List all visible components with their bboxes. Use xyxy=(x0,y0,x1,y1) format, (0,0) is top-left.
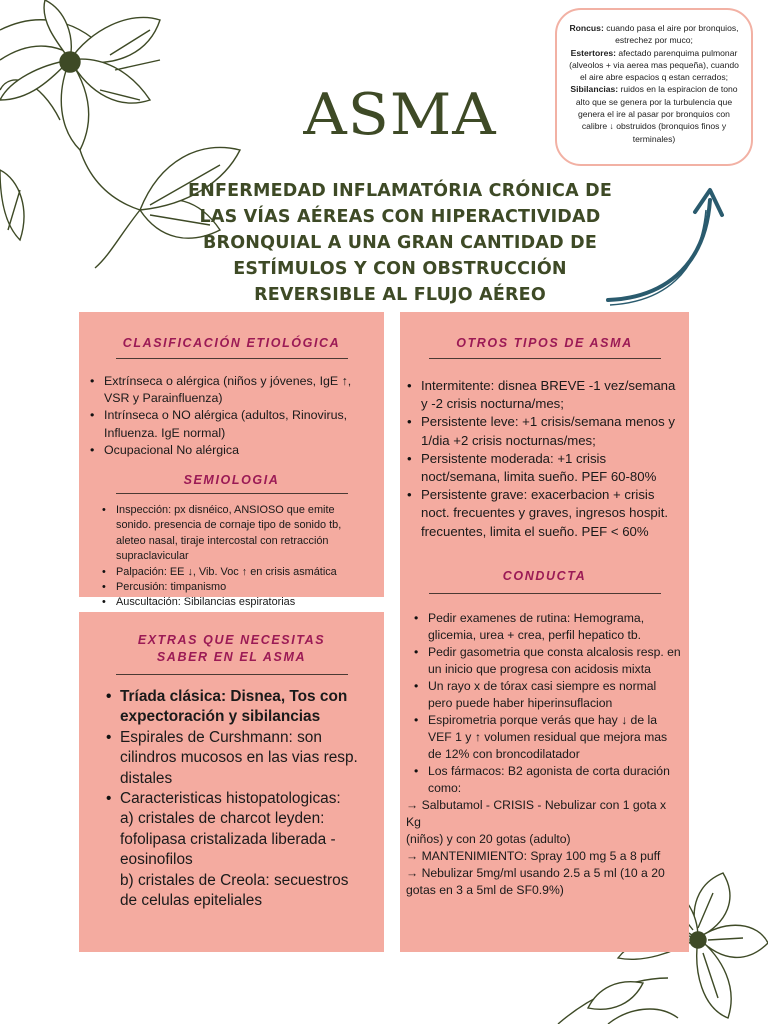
conducta-heading: CONDUCTA xyxy=(502,568,587,583)
list-item: • Persistente leve: +1 crisis/semana menos y 1/dia +2 crisis nocturnas/mes; xyxy=(421,413,677,449)
list-item xyxy=(120,789,368,911)
definition-line: ESTÍMULOS Y CON OBSTRUCCIÓN xyxy=(233,259,567,279)
curved-arrow-icon xyxy=(600,180,730,310)
divider xyxy=(116,493,348,494)
list-item: • Tríada clásica: Disnea, Tos con expectoración y sibilancias xyxy=(120,687,368,728)
farmacos-line: → Salbutamol - CRISIS - Nebulizar con 1 gota x Kg xyxy=(406,797,667,829)
divider xyxy=(116,674,348,675)
otros-list xyxy=(421,377,677,541)
extras-list xyxy=(120,687,368,911)
divider xyxy=(429,358,661,359)
list-item: • Inspección: px disnéico, ANSIOSO que emite sonido. presencia de cornaje tipo de sonido tb, aleteo nasal, tiraje intercostal con retracción supraclavicular xyxy=(116,503,372,565)
list-item: • Persistente grave: exacerbacion + crisis noct. frecuentes y graves, ingresos hospit. frecuentes, limita el sueño. PEF < 60% xyxy=(421,486,677,541)
extras-heading xyxy=(79,632,384,666)
farmacos-line: → Nebulizar 5mg/ml usando 2.5 a 5 ml (10 a 20 gotas en 3 a 5ml de SF0.9%) xyxy=(406,865,665,897)
divider xyxy=(116,358,348,359)
roncus-text: cuando pasa el aire por bronquios, estrechez por muco; xyxy=(603,23,739,46)
list-item: • Pedir gasometria que consta alcalosis resp. en un inicio que progresa con acidosis mixta xyxy=(428,644,681,678)
conducta-list xyxy=(428,610,681,797)
list-item: • Intrínseca o NO alérgica (adultos, Rinovirus, Influenza. IgE normal) xyxy=(104,407,374,441)
list-item: • Espirometria porque verás que hay ↓ de la VEF 1 y ↑ volumen residual que mejora mas de 12% con broncodilatador xyxy=(428,712,681,763)
roncus-label: Roncus: xyxy=(569,23,604,33)
definition-line: LAS VÍAS AÉREAS CON HIPERACTIVIDAD xyxy=(199,207,601,227)
definition-line: REVERSIBLE AL FLUJO AÉREO xyxy=(254,285,546,305)
semiologia-list xyxy=(116,503,372,611)
semiologia-heading: SEMIOLOGIA xyxy=(183,473,280,488)
list-item: • Auscultación: Sibilancias espiratorias xyxy=(116,595,372,610)
list-item-text: b) cristales de Creola: secuestros de celulas epiteliales xyxy=(120,871,349,910)
list-item: • Un rayo x de tórax casi siempre es normal pero puede haber hiperinsuflacion xyxy=(428,678,681,712)
clasificacion-list xyxy=(104,373,374,459)
divider xyxy=(429,593,661,594)
otros-card xyxy=(400,312,689,952)
estertores-text: afectado parenquima pulmonar (alveolos + via aerea mas pequeña), cuando el aire abre espacios q estan cerrados; xyxy=(569,47,739,83)
list-item: • Espirales de Curshmann: son cilindros mucosos en las vias resp. distales xyxy=(120,728,368,789)
farmacos-details xyxy=(406,797,683,899)
list-item: • Pedir examenes de rutina: Hemograma, glicemia, urea + crea, perfil hepatico tb. xyxy=(428,610,681,644)
list-item: • Extrínseca o alérgica (niños y jóvenes, IgE ↑, VSR y Parainfluenza) xyxy=(104,373,374,407)
sibilancias-label: Sibilancias: xyxy=(570,84,619,95)
list-item: • Persistente moderada: +1 crisis noct/semana, limita sueño. PEF 60-80% xyxy=(421,450,677,486)
list-item: • Ocupacional No alérgica xyxy=(104,442,374,459)
clasificacion-heading: CLASIFICACIÓN ETIOLÓGICA xyxy=(122,336,341,350)
estertores-label: Estertores: xyxy=(570,47,616,58)
sibilancias-text: ruidos en la espiracion de tono alto que se genera por la turbulencia que genera el ire al pasar por bronquios con calibre ↓ obstruidos (bronquios finos y terminales) xyxy=(575,84,738,144)
definition-line: ENFERMEDAD INFLAMATÓRIA CRÓNICA DE xyxy=(188,181,612,201)
farmacos-line: (niños) y con 20 gotas (adulto) xyxy=(406,831,571,846)
otros-heading: OTROS TIPOS DE ASMA xyxy=(456,336,633,350)
list-item: • Palpación: EE ↓, Vib. Voc ↑ en crisis asmática xyxy=(116,565,372,580)
extras-heading-line: EXTRAS QUE NECESITAS xyxy=(137,633,326,647)
sounds-note-box xyxy=(555,8,753,166)
page-title: ASMA xyxy=(303,81,497,149)
clasificacion-card xyxy=(79,312,384,609)
extras-card xyxy=(79,612,384,952)
list-item-text: Caracteristicas histopatologicas: xyxy=(120,790,341,808)
definition-line: BRONQUIAL A UNA GRAN CANTIDAD DE xyxy=(202,233,598,253)
list-item: • Percusión: timpanismo xyxy=(116,580,372,595)
list-item-text: a) cristales de charcot leyden: fofolipasa cristalizada liberada - eosinofilos xyxy=(120,810,336,869)
definition-text xyxy=(160,178,640,308)
list-item: • Intermitente: disnea BREVE -1 vez/semana y -2 crisis nocturna/mes; xyxy=(421,377,677,413)
extras-heading-line: SABER EN EL ASMA xyxy=(156,650,307,664)
farmacos-line: → MANTENIMIENTO: Spray 100 mg 5 a 8 puff xyxy=(406,848,661,863)
list-item: • Los fármacos: B2 agonista de corta duración como: xyxy=(428,763,681,797)
